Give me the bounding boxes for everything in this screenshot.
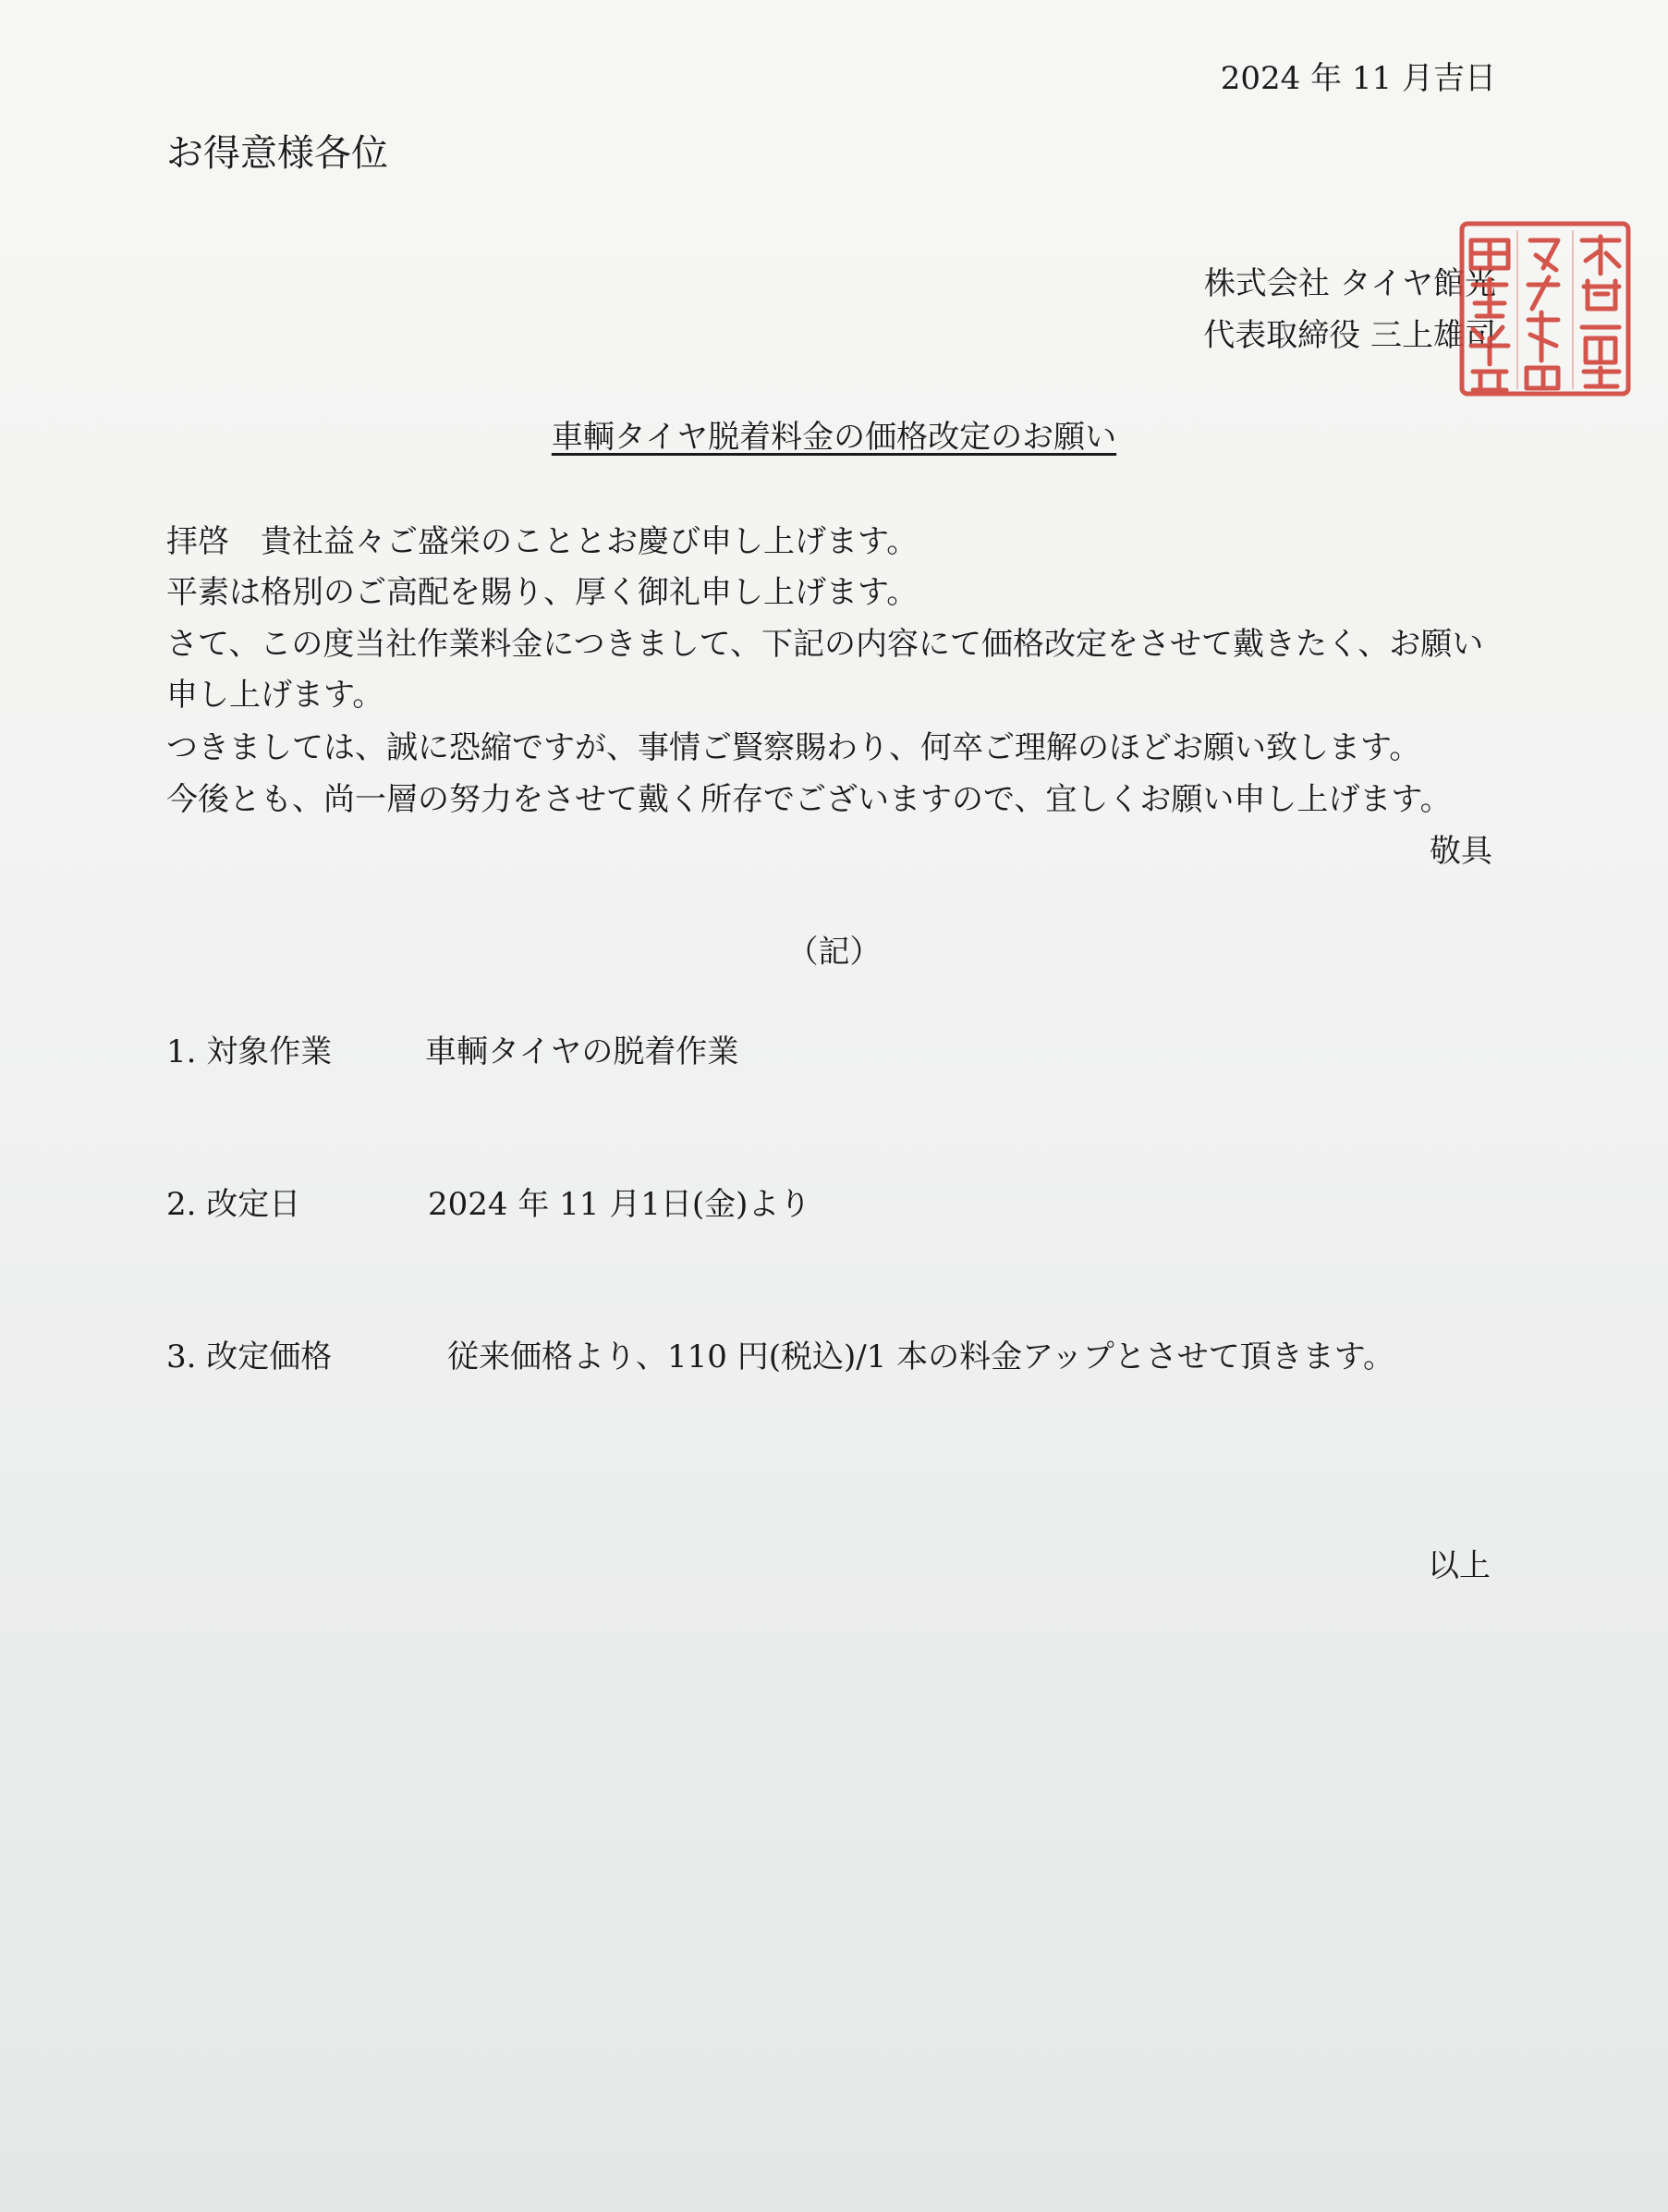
- closing-keigu: 敬具: [1430, 833, 1492, 870]
- item-2-value: 2024 年 11 月1日(金)より: [428, 1186, 811, 1223]
- document-title: 車輌タイヤ脱着料金の価格改定のお願い: [551, 419, 1117, 456]
- item-2-label: 2. 改定日: [166, 1186, 301, 1223]
- document-date: 2024 年 11 月吉日: [1220, 60, 1496, 97]
- body-line-2: 平素は格別のご高配を賜り、厚く御礼申し上げます。: [166, 574, 919, 611]
- body-line-6: 今後とも、尚一層の努力をさせて戴く所存でございますので、宜しくお願い申し上げます。: [166, 781, 1452, 818]
- body-line-3: さて、この度当社作業料金につきまして、下記の内容にて価格改定をさせて戴きたく、お願い: [166, 626, 1484, 663]
- addressee: お得意様各位: [166, 132, 388, 175]
- body-line-4: 申し上げます。: [166, 677, 384, 714]
- body-line-1: 拝啓 貴社益々ご盛栄のこととお慶び申し上げます。: [166, 523, 919, 560]
- item-3-value: 従来価格より、110 円(税込)/1 本の料金アップとさせて頂きます。: [447, 1338, 1395, 1375]
- body-line-5: つきましては、誠に恐縮ですが、事情ご賢察賜わり、何卒ご理解のほどお願い致します。: [166, 729, 1421, 766]
- item-3-label: 3. 改定価格: [166, 1338, 333, 1375]
- item-1-label: 1. 対象作業: [166, 1033, 333, 1070]
- company-seal-stamp: [1458, 220, 1632, 397]
- item-1-value: 車輌タイヤの脱着作業: [425, 1033, 739, 1070]
- ki-heading: （記）: [786, 934, 882, 971]
- sender-company: 株式会社 タイヤ館光: [1203, 265, 1496, 302]
- sender-representative: 代表取締役 三上雄司: [1203, 317, 1496, 354]
- ending-ijou: 以上: [1428, 1547, 1491, 1584]
